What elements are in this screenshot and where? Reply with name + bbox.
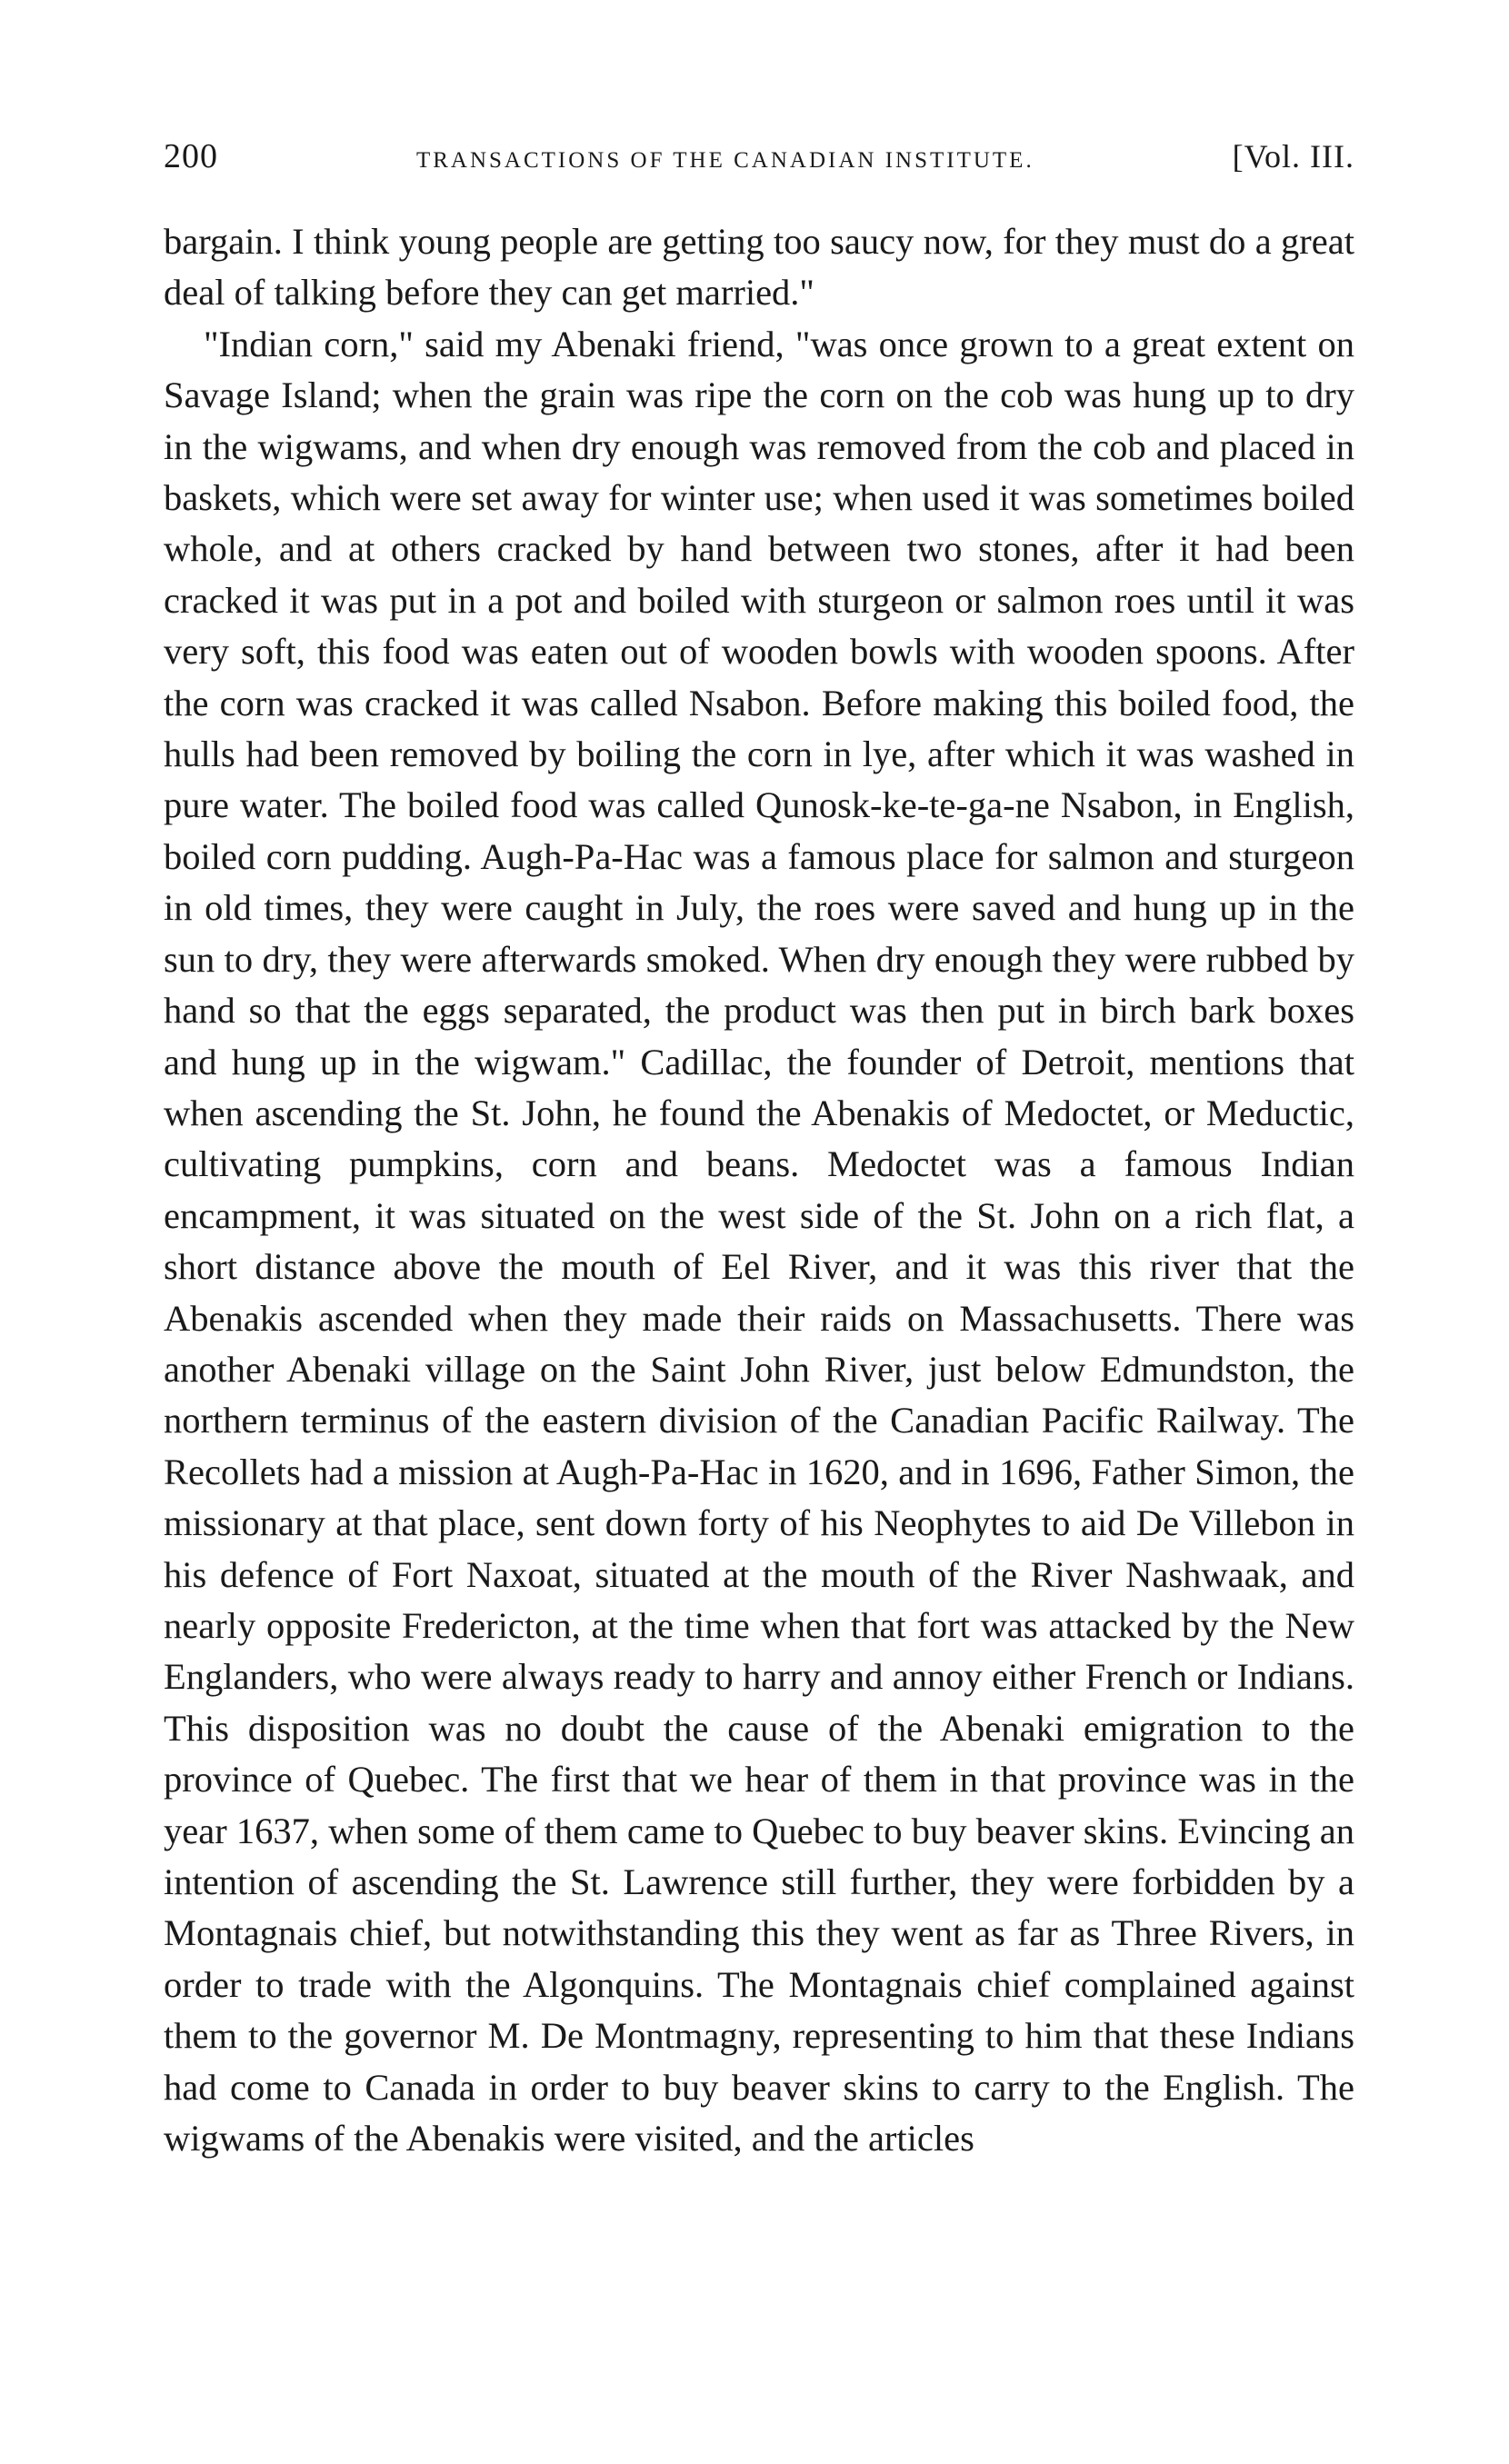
body-text bbox=[164, 216, 1354, 2164]
paragraph-continued: bargain. I think young people are getting too saucy now, for they must do a great deal of talking before they can get married." bbox=[164, 221, 1354, 314]
running-header bbox=[164, 136, 1354, 182]
paragraph-indian-corn: "Indian corn," said my Abenaki friend, "was once grown to a great extent on Savage Island; when the grain was ripe the corn on the cob was hung up to dry in the wigwams, and when dry enough was removed from the cob and placed in baskets, which were set away for winter use; when used it was sometimes boiled whole, and at others cracked by hand between two stones, after it had been cracked it was put in a pot and boiled with sturgeon or salmon roes until it was very soft, this food was eaten out of wooden bowls with wooden spoons. After the corn was cracked it was called Nsabon. Before making this boiled food, the hulls had been removed by boiling the corn in lye, after which it was washed in pure water. The boiled food was called Qunosk-ke-te-ga-ne Nsabon, in English, boiled corn pudding. Augh-Pa-Hac was a famous place for salmon and sturgeon in old times, they were caught in July, the roes were saved and hung up in the sun to dry, they were afterwards smoked. When dry enough they were rubbed by hand so that the eggs separated, the product was then put in birch bark boxes and hung up in the wigwam." Cadillac, the founder of Detroit, mentions that when ascending the St. John, he found the Abenakis of Medoctet, or Meductic, cultivating pumpkins, corn and beans. Medoctet was a famous Indian encampment, it was situated on the west side of the St. John on a rich flat, a short distance above the mouth of Eel River, and it was this river that the Abenakis ascended when they made their raids on Massachusetts. There was another Abenaki village on the Saint John River, just below Edmundston, the northern terminus of the eastern division of the Canadian Pacific Railway. The Recollets had a mission at Augh-Pa-Hac in 1620, and in 1696, Father Simon, the missionary at that place, sent down forty of his Neophytes to aid De Villebon in his defence of Fort Naxoat, situated at the mouth of the River Nashwaak, and nearly opposite Fredericton, at the time when that fort was attacked by the New Englanders, who were always ready to harry and annoy either French or Indians. This disposition was no doubt the cause of the Abenaki emigration to the province of Quebec. The first that we hear of them in that province was in the year 1637, when some of them came to Quebec to buy beaver skins. Evincing an intention of ascending the St. Lawrence still further, they were forbidden by a Montagnais chief, but notwithstanding this they went as far as Three Rivers, in order to trade with the Algonquins. The Montagnais chief complained against them to the governor M. De Montmagny, representing to him that these Indians had come to Canada in order to buy beaver skins to carry to the English. The wigwams of the Abenakis were visited, and the articles bbox=[164, 323, 1354, 2160]
page-number: 200 bbox=[164, 137, 218, 175]
journal-title: TRANSACTIONS OF THE CANADIAN INSTITUTE. bbox=[415, 148, 1034, 173]
document-page bbox=[164, 136, 1354, 2164]
volume-label: [Vol. III. bbox=[1232, 138, 1354, 175]
